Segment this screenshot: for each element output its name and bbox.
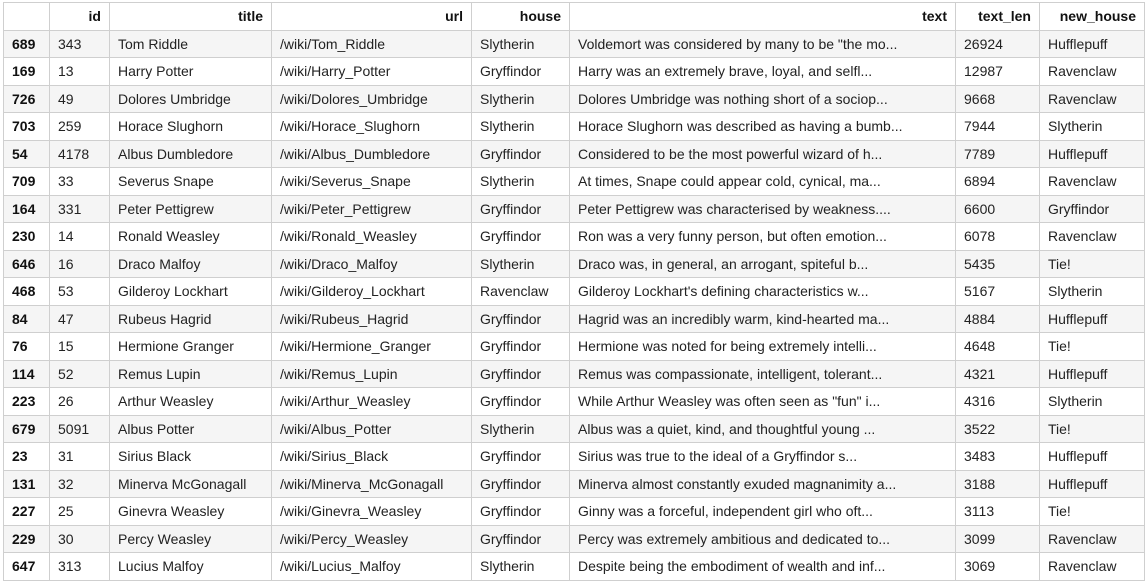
cell-text-len: 5435 bbox=[956, 250, 1040, 278]
cell-url: /wiki/Remus_Lupin bbox=[272, 360, 472, 388]
cell-house: Ravenclaw bbox=[472, 278, 570, 306]
cell-url: /wiki/Horace_Slughorn bbox=[272, 113, 472, 141]
cell-new-house: Ravenclaw bbox=[1040, 223, 1145, 251]
cell-title: Ronald Weasley bbox=[110, 223, 272, 251]
cell-house: Gryffindor bbox=[472, 223, 570, 251]
row-index: 114 bbox=[4, 360, 50, 388]
table-row bbox=[4, 553, 1145, 581]
cell-text: Gilderoy Lockhart's defining characteristics w... bbox=[570, 278, 956, 306]
cell-id: 343 bbox=[50, 30, 110, 58]
cell-url: /wiki/Lucius_Malfoy bbox=[272, 553, 472, 581]
cell-text: While Arthur Weasley was often seen as "fun" i... bbox=[570, 388, 956, 416]
cell-new-house: Ravenclaw bbox=[1040, 525, 1145, 553]
row-index: 468 bbox=[4, 278, 50, 306]
cell-text: Hagrid was an incredibly warm, kind-hearted ma... bbox=[570, 305, 956, 333]
cell-id: 31 bbox=[50, 443, 110, 471]
table-row bbox=[4, 415, 1145, 443]
cell-text: Percy was extremely ambitious and dedicated to... bbox=[570, 525, 956, 553]
row-index: 679 bbox=[4, 415, 50, 443]
cell-new-house: Hufflepuff bbox=[1040, 443, 1145, 471]
cell-text: Dolores Umbridge was nothing short of a sociop... bbox=[570, 85, 956, 113]
cell-text-len: 4648 bbox=[956, 333, 1040, 361]
cell-house: Gryffindor bbox=[472, 333, 570, 361]
cell-new-house: Hufflepuff bbox=[1040, 140, 1145, 168]
cell-house: Slytherin bbox=[472, 415, 570, 443]
column-header-text-len: text_len bbox=[956, 3, 1040, 31]
cell-new-house: Ravenclaw bbox=[1040, 58, 1145, 86]
table-row bbox=[4, 388, 1145, 416]
cell-text-len: 3099 bbox=[956, 525, 1040, 553]
cell-new-house: Hufflepuff bbox=[1040, 30, 1145, 58]
cell-text-len: 6600 bbox=[956, 195, 1040, 223]
cell-new-house: Hufflepuff bbox=[1040, 305, 1145, 333]
column-header-index bbox=[4, 3, 50, 31]
cell-house: Gryffindor bbox=[472, 360, 570, 388]
row-index: 703 bbox=[4, 113, 50, 141]
cell-text: Hermione was noted for being extremely intelli... bbox=[570, 333, 956, 361]
row-index: 646 bbox=[4, 250, 50, 278]
cell-text-len: 3522 bbox=[956, 415, 1040, 443]
table-row bbox=[4, 223, 1145, 251]
cell-text: Sirius was true to the ideal of a Gryffindor s... bbox=[570, 443, 956, 471]
row-index: 164 bbox=[4, 195, 50, 223]
cell-url: /wiki/Sirius_Black bbox=[272, 443, 472, 471]
cell-url: /wiki/Minerva_McGonagall bbox=[272, 470, 472, 498]
cell-title: Tom Riddle bbox=[110, 30, 272, 58]
cell-new-house: Hufflepuff bbox=[1040, 360, 1145, 388]
cell-title: Minerva McGonagall bbox=[110, 470, 272, 498]
cell-text-len: 7944 bbox=[956, 113, 1040, 141]
cell-text: Horace Slughorn was described as having a bumb... bbox=[570, 113, 956, 141]
cell-text: Albus was a quiet, kind, and thoughtful young ... bbox=[570, 415, 956, 443]
table-row bbox=[4, 113, 1145, 141]
cell-text: Voldemort was considered by many to be "the mo... bbox=[570, 30, 956, 58]
cell-house: Gryffindor bbox=[472, 443, 570, 471]
row-index: 689 bbox=[4, 30, 50, 58]
table-row bbox=[4, 443, 1145, 471]
cell-title: Severus Snape bbox=[110, 168, 272, 196]
cell-text: Peter Pettigrew was characterised by weakness.... bbox=[570, 195, 956, 223]
cell-id: 313 bbox=[50, 553, 110, 581]
table-row bbox=[4, 360, 1145, 388]
table-row bbox=[4, 333, 1145, 361]
row-index: 76 bbox=[4, 333, 50, 361]
cell-text-len: 4321 bbox=[956, 360, 1040, 388]
table-row bbox=[4, 278, 1145, 306]
table-row bbox=[4, 305, 1145, 333]
table-row bbox=[4, 525, 1145, 553]
cell-url: /wiki/Draco_Malfoy bbox=[272, 250, 472, 278]
cell-house: Slytherin bbox=[472, 250, 570, 278]
cell-id: 52 bbox=[50, 360, 110, 388]
cell-id: 16 bbox=[50, 250, 110, 278]
row-index: 54 bbox=[4, 140, 50, 168]
cell-text: Despite being the embodiment of wealth and inf... bbox=[570, 553, 956, 581]
row-index: 230 bbox=[4, 223, 50, 251]
cell-title: Albus Potter bbox=[110, 415, 272, 443]
table-body bbox=[4, 30, 1145, 580]
cell-url: /wiki/Gilderoy_Lockhart bbox=[272, 278, 472, 306]
cell-text-len: 5167 bbox=[956, 278, 1040, 306]
cell-new-house: Hufflepuff bbox=[1040, 470, 1145, 498]
cell-title: Rubeus Hagrid bbox=[110, 305, 272, 333]
cell-text-len: 4316 bbox=[956, 388, 1040, 416]
cell-text: Draco was, in general, an arrogant, spiteful b... bbox=[570, 250, 956, 278]
cell-text-len: 12987 bbox=[956, 58, 1040, 86]
cell-new-house: Slytherin bbox=[1040, 113, 1145, 141]
cell-id: 33 bbox=[50, 168, 110, 196]
cell-id: 14 bbox=[50, 223, 110, 251]
column-header-house: house bbox=[472, 3, 570, 31]
cell-title: Percy Weasley bbox=[110, 525, 272, 553]
table-row bbox=[4, 498, 1145, 526]
row-index: 169 bbox=[4, 58, 50, 86]
cell-url: /wiki/Percy_Weasley bbox=[272, 525, 472, 553]
cell-text-len: 3113 bbox=[956, 498, 1040, 526]
cell-title: Hermione Granger bbox=[110, 333, 272, 361]
cell-id: 26 bbox=[50, 388, 110, 416]
cell-house: Slytherin bbox=[472, 168, 570, 196]
row-index: 223 bbox=[4, 388, 50, 416]
table-row bbox=[4, 250, 1145, 278]
cell-title: Draco Malfoy bbox=[110, 250, 272, 278]
cell-id: 53 bbox=[50, 278, 110, 306]
row-index: 84 bbox=[4, 305, 50, 333]
cell-new-house: Slytherin bbox=[1040, 278, 1145, 306]
table-row bbox=[4, 58, 1145, 86]
cell-title: Gilderoy Lockhart bbox=[110, 278, 272, 306]
cell-new-house: Tie! bbox=[1040, 250, 1145, 278]
column-header-id: id bbox=[50, 3, 110, 31]
cell-text: Ginny was a forceful, independent girl who oft... bbox=[570, 498, 956, 526]
cell-new-house: Slytherin bbox=[1040, 388, 1145, 416]
dataframe-table bbox=[3, 2, 1145, 581]
cell-url: /wiki/Harry_Potter bbox=[272, 58, 472, 86]
cell-title: Arthur Weasley bbox=[110, 388, 272, 416]
cell-url: /wiki/Dolores_Umbridge bbox=[272, 85, 472, 113]
cell-house: Slytherin bbox=[472, 85, 570, 113]
table-row bbox=[4, 140, 1145, 168]
cell-new-house: Gryffindor bbox=[1040, 195, 1145, 223]
cell-text: At times, Snape could appear cold, cynical, ma... bbox=[570, 168, 956, 196]
cell-title: Peter Pettigrew bbox=[110, 195, 272, 223]
cell-house: Gryffindor bbox=[472, 388, 570, 416]
column-header-new-house: new_house bbox=[1040, 3, 1145, 31]
cell-id: 32 bbox=[50, 470, 110, 498]
cell-id: 25 bbox=[50, 498, 110, 526]
cell-id: 13 bbox=[50, 58, 110, 86]
cell-id: 331 bbox=[50, 195, 110, 223]
cell-house: Slytherin bbox=[472, 30, 570, 58]
column-header-url: url bbox=[272, 3, 472, 31]
cell-url: /wiki/Rubeus_Hagrid bbox=[272, 305, 472, 333]
cell-text-len: 6078 bbox=[956, 223, 1040, 251]
cell-house: Gryffindor bbox=[472, 525, 570, 553]
table-row bbox=[4, 470, 1145, 498]
row-index: 227 bbox=[4, 498, 50, 526]
cell-url: /wiki/Arthur_Weasley bbox=[272, 388, 472, 416]
cell-url: /wiki/Albus_Dumbledore bbox=[272, 140, 472, 168]
cell-url: /wiki/Hermione_Granger bbox=[272, 333, 472, 361]
cell-text: Harry was an extremely brave, loyal, and selfl... bbox=[570, 58, 956, 86]
column-header-text: text bbox=[570, 3, 956, 31]
table-row bbox=[4, 85, 1145, 113]
cell-title: Remus Lupin bbox=[110, 360, 272, 388]
cell-title: Horace Slughorn bbox=[110, 113, 272, 141]
cell-title: Ginevra Weasley bbox=[110, 498, 272, 526]
cell-id: 47 bbox=[50, 305, 110, 333]
row-index: 709 bbox=[4, 168, 50, 196]
cell-text: Minerva almost constantly exuded magnanimity a... bbox=[570, 470, 956, 498]
cell-text-len: 4884 bbox=[956, 305, 1040, 333]
cell-id: 15 bbox=[50, 333, 110, 361]
cell-id: 259 bbox=[50, 113, 110, 141]
cell-new-house: Ravenclaw bbox=[1040, 553, 1145, 581]
cell-text: Ron was a very funny person, but often emotion... bbox=[570, 223, 956, 251]
cell-id: 4178 bbox=[50, 140, 110, 168]
cell-text-len: 9668 bbox=[956, 85, 1040, 113]
cell-title: Lucius Malfoy bbox=[110, 553, 272, 581]
cell-text-len: 26924 bbox=[956, 30, 1040, 58]
table-row bbox=[4, 195, 1145, 223]
cell-house: Gryffindor bbox=[472, 58, 570, 86]
cell-url: /wiki/Tom_Riddle bbox=[272, 30, 472, 58]
cell-text: Considered to be the most powerful wizard of h... bbox=[570, 140, 956, 168]
cell-new-house: Tie! bbox=[1040, 333, 1145, 361]
cell-text: Remus was compassionate, intelligent, tolerant... bbox=[570, 360, 956, 388]
cell-house: Gryffindor bbox=[472, 305, 570, 333]
row-index: 647 bbox=[4, 553, 50, 581]
cell-new-house: Ravenclaw bbox=[1040, 168, 1145, 196]
cell-house: Gryffindor bbox=[472, 140, 570, 168]
cell-text-len: 3188 bbox=[956, 470, 1040, 498]
cell-url: /wiki/Albus_Potter bbox=[272, 415, 472, 443]
cell-url: /wiki/Ginevra_Weasley bbox=[272, 498, 472, 526]
column-header-title: title bbox=[110, 3, 272, 31]
cell-house: Slytherin bbox=[472, 553, 570, 581]
cell-house: Slytherin bbox=[472, 113, 570, 141]
cell-house: Gryffindor bbox=[472, 470, 570, 498]
cell-url: /wiki/Ronald_Weasley bbox=[272, 223, 472, 251]
cell-text-len: 7789 bbox=[956, 140, 1040, 168]
cell-title: Harry Potter bbox=[110, 58, 272, 86]
row-index: 131 bbox=[4, 470, 50, 498]
row-index: 229 bbox=[4, 525, 50, 553]
header-row bbox=[4, 3, 1145, 31]
cell-id: 30 bbox=[50, 525, 110, 553]
cell-new-house: Tie! bbox=[1040, 415, 1145, 443]
cell-text-len: 3483 bbox=[956, 443, 1040, 471]
cell-id: 5091 bbox=[50, 415, 110, 443]
cell-title: Dolores Umbridge bbox=[110, 85, 272, 113]
cell-new-house: Tie! bbox=[1040, 498, 1145, 526]
cell-url: /wiki/Peter_Pettigrew bbox=[272, 195, 472, 223]
table-row bbox=[4, 168, 1145, 196]
cell-title: Sirius Black bbox=[110, 443, 272, 471]
cell-house: Gryffindor bbox=[472, 195, 570, 223]
row-index: 726 bbox=[4, 85, 50, 113]
table-header bbox=[4, 3, 1145, 31]
cell-title: Albus Dumbledore bbox=[110, 140, 272, 168]
cell-house: Gryffindor bbox=[472, 498, 570, 526]
cell-text-len: 6894 bbox=[956, 168, 1040, 196]
row-index: 23 bbox=[4, 443, 50, 471]
table-row bbox=[4, 30, 1145, 58]
cell-url: /wiki/Severus_Snape bbox=[272, 168, 472, 196]
cell-new-house: Ravenclaw bbox=[1040, 85, 1145, 113]
cell-id: 49 bbox=[50, 85, 110, 113]
cell-text-len: 3069 bbox=[956, 553, 1040, 581]
